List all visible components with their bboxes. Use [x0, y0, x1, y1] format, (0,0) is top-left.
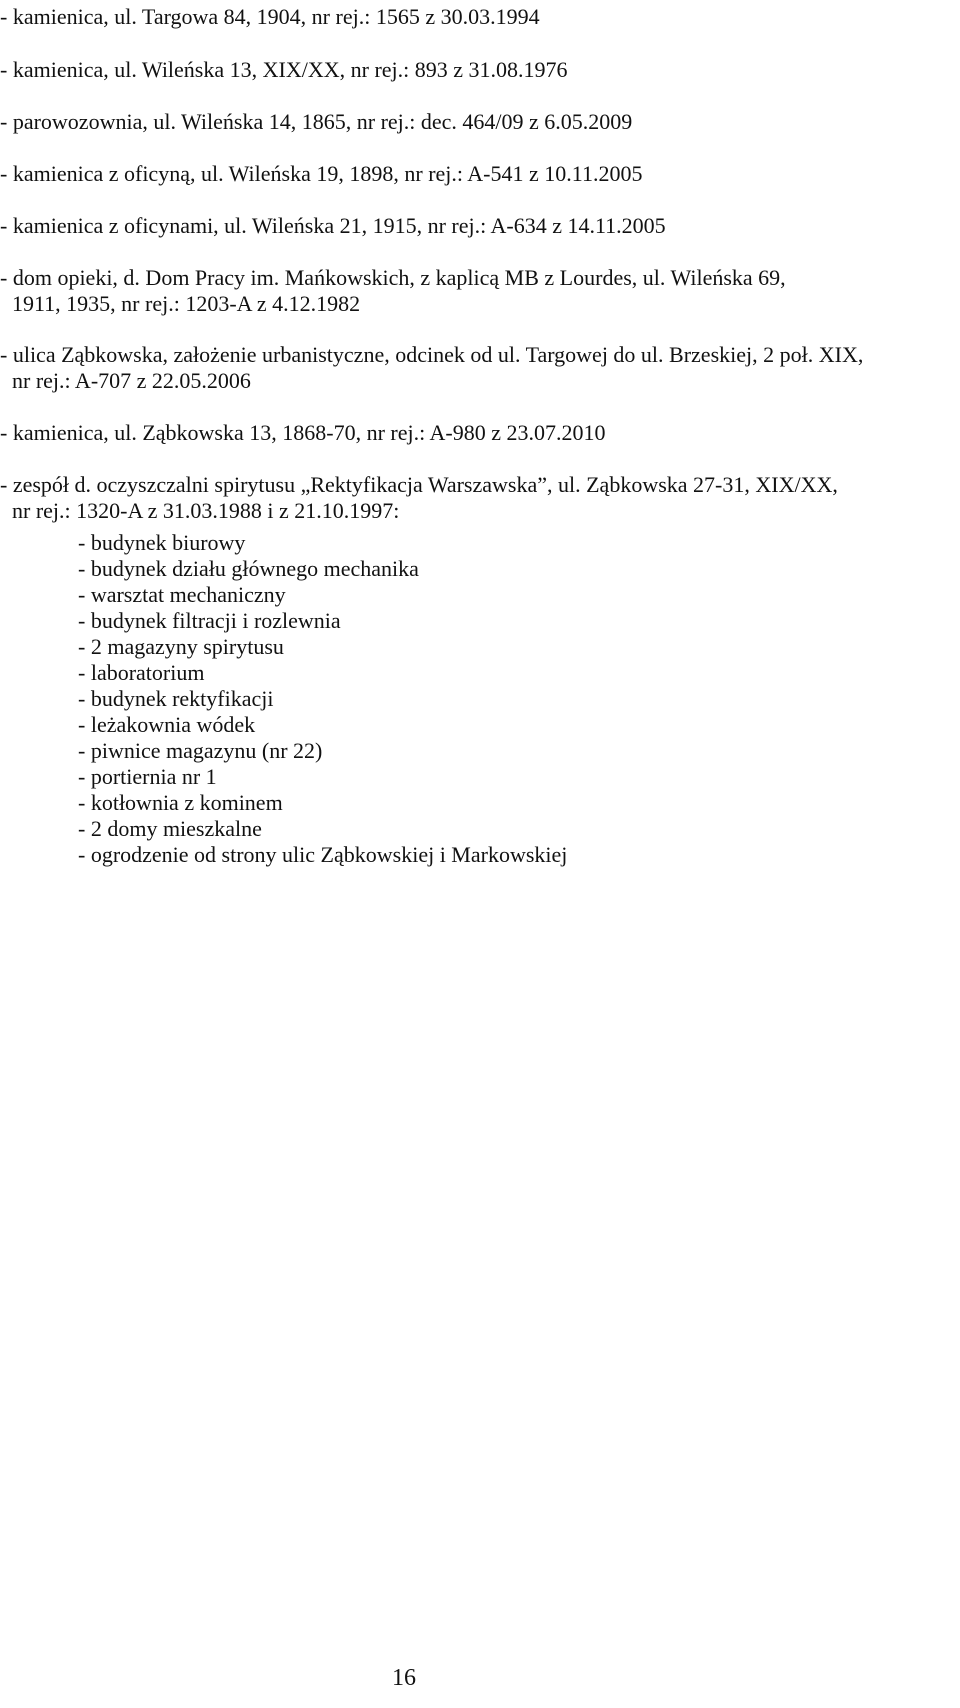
- entry-text: - kamienica, ul. Wileńska 13, XIX/XX, nr rej.: 893 z 31.08.1976: [0, 57, 568, 82]
- list-item: [0, 342, 950, 394]
- entry-text: - dom opieki, d. Dom Pracy im. Mańkowskich, z kaplicą MB z Lourdes, ul. Wileńska 69,: [0, 265, 786, 290]
- entry-text: - kamienica z oficynami, ul. Wileńska 21, 1915, nr rej.: A-634 z 14.11.2005: [0, 213, 666, 238]
- sub-list-item: - budynek filtracji i rozlewnia: [78, 608, 341, 633]
- entry-continuation: nr rej.: A-707 z 22.05.2006: [12, 368, 251, 393]
- sub-list-item: - 2 domy mieszkalne: [78, 816, 262, 841]
- list-item: [0, 213, 950, 239]
- entry-text: - parowozownia, ul. Wileńska 14, 1865, nr rej.: dec. 464/09 z 6.05.2009: [0, 109, 633, 134]
- list-item: [0, 472, 950, 524]
- entry-text: - kamienica, ul. Ząbkowska 13, 1868-70, nr rej.: A-980 z 23.07.2010: [0, 420, 606, 445]
- sub-list-item: - portiernia nr 1: [78, 764, 217, 789]
- entry-text: - zespół d. oczyszczalni spirytusu „Rektyfikacja Warszawska”, ul. Ząbkowska 27-31, XIX/XX,: [0, 472, 838, 497]
- entry-continuation: 1911, 1935, nr rej.: 1203-A z 4.12.1982: [12, 291, 361, 316]
- list-item: [0, 161, 950, 187]
- entry-text: - kamienica, ul. Targowa 84, 1904, nr rej.: 1565 z 30.03.1994: [0, 4, 540, 29]
- sub-list-item: - 2 magazyny spirytusu: [78, 634, 284, 659]
- entry-text: - kamienica z oficyną, ul. Wileńska 19, 1898, nr rej.: A-541 z 10.11.2005: [0, 161, 643, 186]
- entry-continuation: nr rej.: 1320-A z 31.03.1988 i z 21.10.1997:: [12, 498, 400, 523]
- sub-list-item: - leżakownia wódek: [78, 712, 256, 737]
- list-item: [0, 420, 950, 446]
- list-item: [0, 57, 950, 83]
- page-number: 16: [392, 1665, 416, 1691]
- entry-text: - ulica Ząbkowska, założenie urbanistyczne, odcinek od ul. Targowej do ul. Brzeskiej, 2 poł. XIX,: [0, 342, 864, 367]
- list-item: [0, 109, 950, 135]
- sub-list-item: - ogrodzenie od strony ulic Ząbkowskiej i Markowskiej: [78, 842, 568, 867]
- sub-list-item: - warsztat mechaniczny: [78, 582, 286, 607]
- list-item: [0, 4, 950, 30]
- sub-list-item: - budynek działu głównego mechanika: [78, 556, 419, 581]
- list-item: [0, 265, 950, 317]
- sub-list-item: - piwnice magazynu (nr 22): [78, 738, 323, 763]
- sub-list-item: - laboratorium: [78, 660, 205, 685]
- sub-list-item: - kotłownia z kominem: [78, 790, 283, 815]
- sub-list-item: - budynek rektyfikacji: [78, 686, 274, 711]
- sub-list-item: - budynek biurowy: [78, 530, 246, 555]
